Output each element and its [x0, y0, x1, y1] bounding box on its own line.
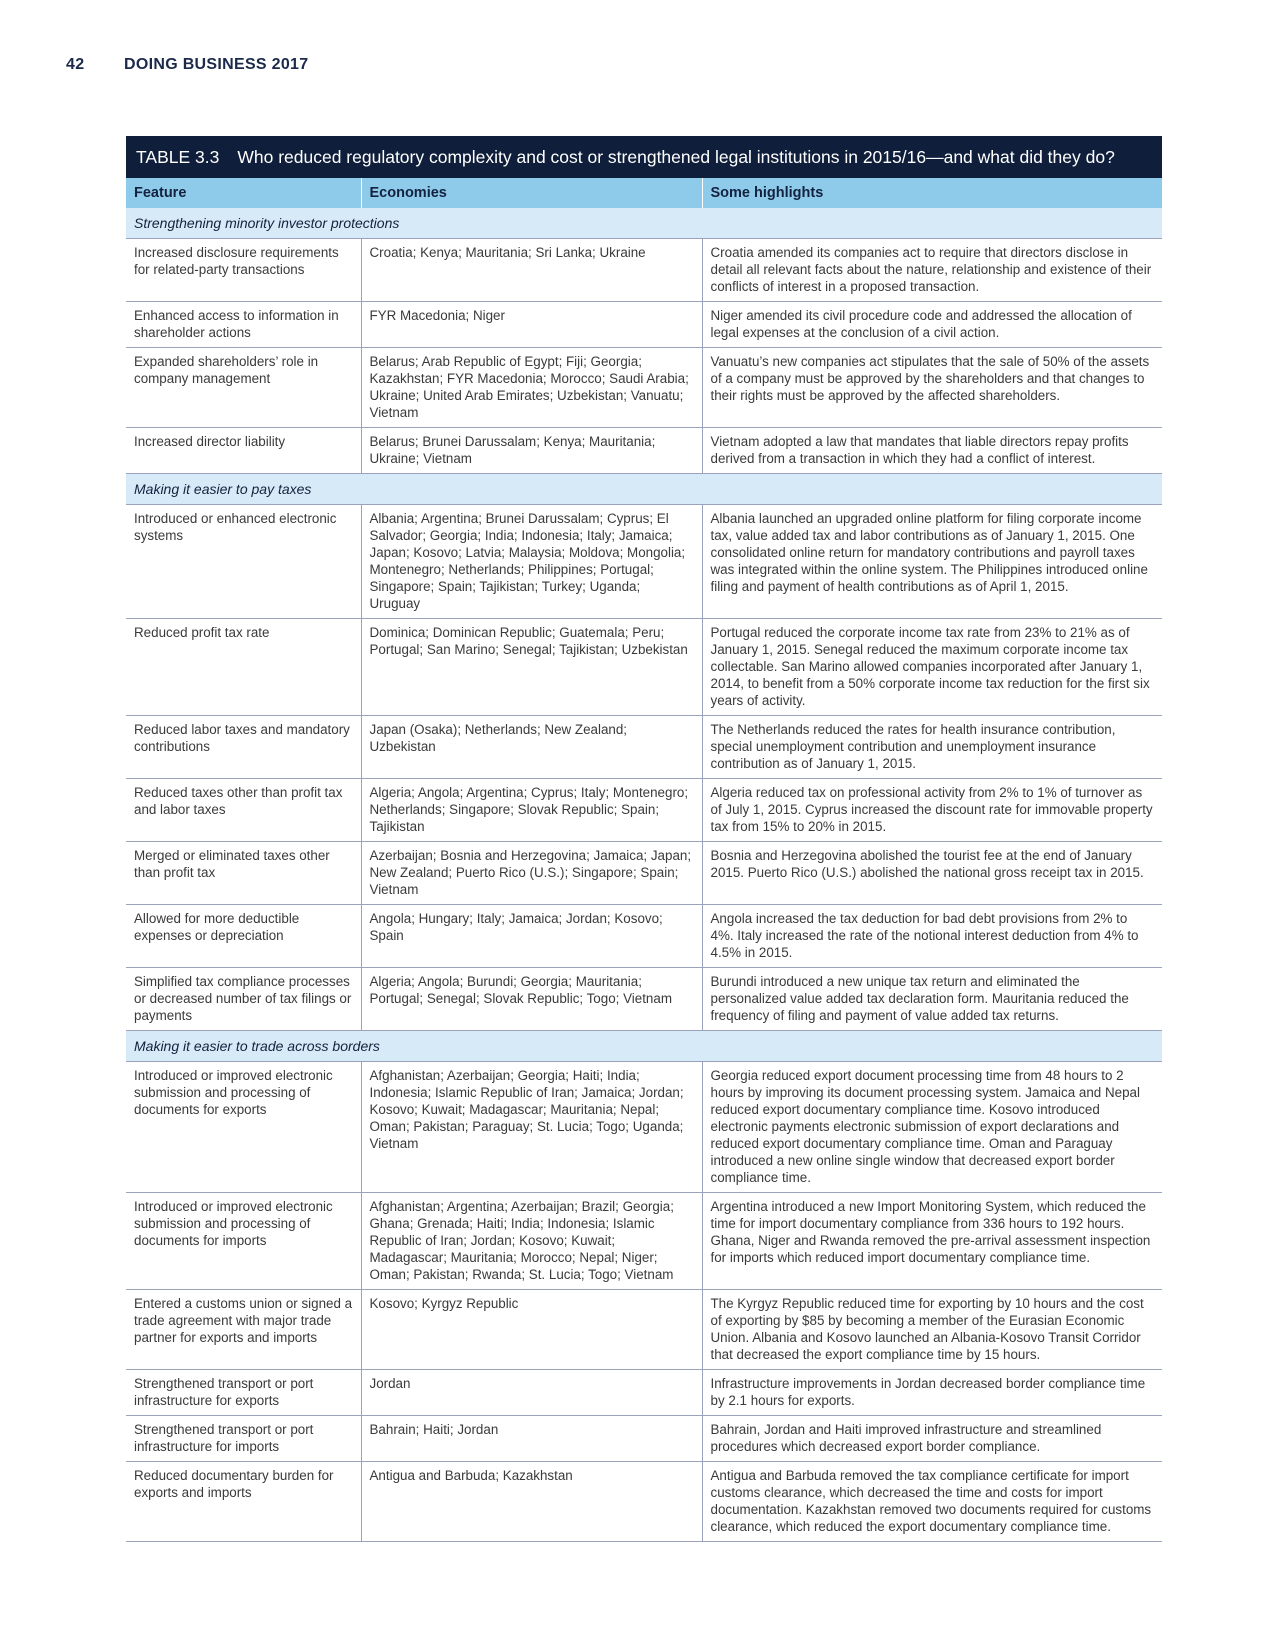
feature-cell: Strengthened transport or port infrastructure for imports [126, 1416, 361, 1462]
table-row [126, 716, 1162, 779]
highlights-cell: Bahrain, Jordan and Haiti improved infrastructure and streamlined procedures which decreased export border compliance. [702, 1416, 1162, 1462]
section-title: Making it easier to pay taxes [126, 474, 1162, 505]
highlights-cell: Niger amended its civil procedure code and addressed the allocation of legal expenses at the conclusion of a civil action. [702, 302, 1162, 348]
feature-cell: Reduced profit tax rate [126, 619, 361, 716]
publication-title: DOING BUSINESS 2017 [124, 56, 309, 73]
feature-cell: Increased disclosure requirements for related-party transactions [126, 239, 361, 302]
table-container [126, 136, 1162, 1542]
table-row [126, 1416, 1162, 1462]
economies-cell: Afghanistan; Azerbaijan; Georgia; Haiti; India; Indonesia; Islamic Republic of Iran; Jamaica; Jordan; Kosovo; Kuwait; Madagascar; Mauritania; Nepal; Oman; Pakistan; Paraguay; St. Lucia; Togo; Uganda; Vietnam [361, 1062, 702, 1193]
table-row [126, 505, 1162, 619]
feature-cell: Entered a customs union or signed a trade agreement with major trade partner for exports and imports [126, 1290, 361, 1370]
economies-cell: FYR Macedonia; Niger [361, 302, 702, 348]
economies-cell: Antigua and Barbuda; Kazakhstan [361, 1462, 702, 1542]
table-row [126, 1370, 1162, 1416]
highlights-cell: Infrastructure improvements in Jordan decreased border compliance time by 2.1 hours for exports. [702, 1370, 1162, 1416]
table-row [126, 779, 1162, 842]
feature-cell: Reduced documentary burden for exports and imports [126, 1462, 361, 1542]
section-row [126, 1031, 1162, 1062]
table-row [126, 619, 1162, 716]
section-title: Making it easier to trade across borders [126, 1031, 1162, 1062]
economies-cell: Algeria; Angola; Burundi; Georgia; Mauritania; Portugal; Senegal; Slovak Republic; Togo; Vietnam [361, 968, 702, 1031]
table-row [126, 905, 1162, 968]
feature-cell: Simplified tax compliance processes or decreased number of tax filings or payments [126, 968, 361, 1031]
highlights-cell: Burundi introduced a new unique tax return and eliminated the personalized value added tax declaration form. Mauritania reduced the frequency of filing and payment of value added tax returns. [702, 968, 1162, 1031]
feature-cell: Introduced or enhanced electronic systems [126, 505, 361, 619]
economies-cell: Dominica; Dominican Republic; Guatemala; Peru; Portugal; San Marino; Senegal; Tajikistan; Uzbekistan [361, 619, 702, 716]
section-row [126, 474, 1162, 505]
economies-cell: Algeria; Angola; Argentina; Cyprus; Italy; Montenegro; Netherlands; Singapore; Slovak Republic; Spain; Tajikistan [361, 779, 702, 842]
table-row [126, 428, 1162, 474]
table-row [126, 1193, 1162, 1290]
economies-cell: Kosovo; Kyrgyz Republic [361, 1290, 702, 1370]
table-row [126, 1062, 1162, 1193]
table-row [126, 842, 1162, 905]
economies-cell: Bahrain; Haiti; Jordan [361, 1416, 702, 1462]
feature-cell: Merged or eliminated taxes other than profit tax [126, 842, 361, 905]
highlights-cell: Antigua and Barbuda removed the tax compliance certificate for import customs clearance, which decreased the time and costs for import documentation. Kazakhstan removed two documents required for customs clearance, which reduced the export documentary compliance time. [702, 1462, 1162, 1542]
highlights-cell: Croatia amended its companies act to require that directors disclose in detail all relevant facts about the nature, relationship and existence of their conflicts of interest in a proposed transaction. [702, 239, 1162, 302]
economies-cell: Angola; Hungary; Italy; Jamaica; Jordan; Kosovo; Spain [361, 905, 702, 968]
table-row [126, 1290, 1162, 1370]
table-row [126, 302, 1162, 348]
economies-cell: Belarus; Arab Republic of Egypt; Fiji; Georgia; Kazakhstan; FYR Macedonia; Morocco; Saudi Arabia; Ukraine; United Arab Emirates; Uzbekistan; Vanuatu; Vietnam [361, 348, 702, 428]
table-row [126, 239, 1162, 302]
page-number: 42 [66, 56, 85, 73]
feature-cell: Introduced or improved electronic submission and processing of documents for exports [126, 1062, 361, 1193]
table-row [126, 1462, 1162, 1542]
reforms-table [126, 178, 1162, 1542]
section-title: Strengthening minority investor protections [126, 208, 1162, 239]
table-header-row [126, 178, 1162, 208]
highlights-cell: Portugal reduced the corporate income tax rate from 23% to 21% as of January 1, 2015. Senegal reduced the maximum corporate income tax collectable. San Marino allowed companies incorporated after January 1, 2014, to benefit from a 50% corporate income tax reduction for the first six years of activity. [702, 619, 1162, 716]
highlights-cell: Angola increased the tax deduction for bad debt provisions from 2% to 4%. Italy increased the rate of the notional interest deduction from 4% to 4.5% in 2015. [702, 905, 1162, 968]
column-header-highlights: Some highlights [702, 178, 1162, 208]
highlights-cell: Bosnia and Herzegovina abolished the tourist fee at the end of January 2015. Puerto Rico (U.S.) abolished the national gross receipt tax in 2015. [702, 842, 1162, 905]
table-body [126, 208, 1162, 1542]
column-header-economies: Economies [361, 178, 702, 208]
feature-cell: Expanded shareholders’ role in company management [126, 348, 361, 428]
economies-cell: Japan (Osaka); Netherlands; New Zealand; Uzbekistan [361, 716, 702, 779]
economies-cell: Croatia; Kenya; Mauritania; Sri Lanka; Ukraine [361, 239, 702, 302]
economies-cell: Afghanistan; Argentina; Azerbaijan; Brazil; Georgia; Ghana; Grenada; Haiti; India; Indonesia; Islamic Republic of Iran; Jordan; Kosovo; Kuwait; Madagascar; Mauritania; Morocco; Nepal; Niger; Oman; Pakistan; Rwanda; St. Lucia; Togo; Vietnam [361, 1193, 702, 1290]
feature-cell: Allowed for more deductible expenses or depreciation [126, 905, 361, 968]
feature-cell: Introduced or improved electronic submission and processing of documents for imports [126, 1193, 361, 1290]
economies-cell: Albania; Argentina; Brunei Darussalam; Cyprus; El Salvador; Georgia; India; Indonesia; Italy; Jamaica; Japan; Kosovo; Latvia; Malaysia; Moldova; Mongolia; Montenegro; Netherlands; Philippines; Portugal; Singapore; Spain; Tajikistan; Turkey; Uganda; Uruguay [361, 505, 702, 619]
feature-cell: Strengthened transport or port infrastructure for exports [126, 1370, 361, 1416]
economies-cell: Azerbaijan; Bosnia and Herzegovina; Jamaica; Japan; New Zealand; Puerto Rico (U.S.); Singapore; Spain; Vietnam [361, 842, 702, 905]
highlights-cell: The Netherlands reduced the rates for health insurance contribution, special unemployment contribution and unemployment insurance contribution as of January 1, 2015. [702, 716, 1162, 779]
feature-cell: Reduced labor taxes and mandatory contributions [126, 716, 361, 779]
feature-cell: Enhanced access to information in shareholder actions [126, 302, 361, 348]
table-caption [126, 136, 1162, 178]
running-head [66, 56, 308, 74]
highlights-cell: Vanuatu’s new companies act stipulates that the sale of 50% of the assets of a company must be approved by the shareholders and that changes to their rights must be approved by the affected shareholders. [702, 348, 1162, 428]
highlights-cell: Argentina introduced a new Import Monitoring System, which reduced the time for import documentary compliance from 336 hours to 192 hours. Ghana, Niger and Rwanda removed the pre-arrival assessment inspection for imports which reduced import documentary compliance time. [702, 1193, 1162, 1290]
feature-cell: Increased director liability [126, 428, 361, 474]
highlights-cell: Vietnam adopted a law that mandates that liable directors repay profits derived from a transaction in which they had a conflict of interest. [702, 428, 1162, 474]
table-row [126, 968, 1162, 1031]
economies-cell: Jordan [361, 1370, 702, 1416]
table-number: TABLE 3.3 [136, 147, 220, 167]
economies-cell: Belarus; Brunei Darussalam; Kenya; Mauritania; Ukraine; Vietnam [361, 428, 702, 474]
table-row [126, 348, 1162, 428]
highlights-cell: The Kyrgyz Republic reduced time for exporting by 10 hours and the cost of exporting by $85 by becoming a member of the Eurasian Economic Union. Albania and Kosovo launched an Albania-Kosovo Transit Corridor that decreased the export compliance time by 15 hours. [702, 1290, 1162, 1370]
highlights-cell: Algeria reduced tax on professional activity from 2% to 1% of turnover as of July 1, 2015. Cyprus increased the discount rate for immovable property tax from 15% to 20% in 2015. [702, 779, 1162, 842]
section-row [126, 208, 1162, 239]
highlights-cell: Georgia reduced export document processing time from 48 hours to 2 hours by improving its document processing system. Jamaica and Nepal reduced export documentary compliance time. Kosovo introduced electronic payments electronic submission of export declarations and reduced export documentary compliance time. Oman and Paraguay introduced a new online single window that decreased export border compliance time. [702, 1062, 1162, 1193]
highlights-cell: Albania launched an upgraded online platform for filing corporate income tax, value added tax and labor contributions as of January 1, 2015. One consolidated online return for mandatory contributions and payroll taxes was integrated within the online system. The Philippines introduced online filing and payment of health contributions as of April 1, 2015. [702, 505, 1162, 619]
table-title: Who reduced regulatory complexity and cost or strengthened legal institutions in 2015/16—and what did they do? [237, 147, 1115, 167]
feature-cell: Reduced taxes other than profit tax and labor taxes [126, 779, 361, 842]
column-header-feature: Feature [126, 178, 361, 208]
